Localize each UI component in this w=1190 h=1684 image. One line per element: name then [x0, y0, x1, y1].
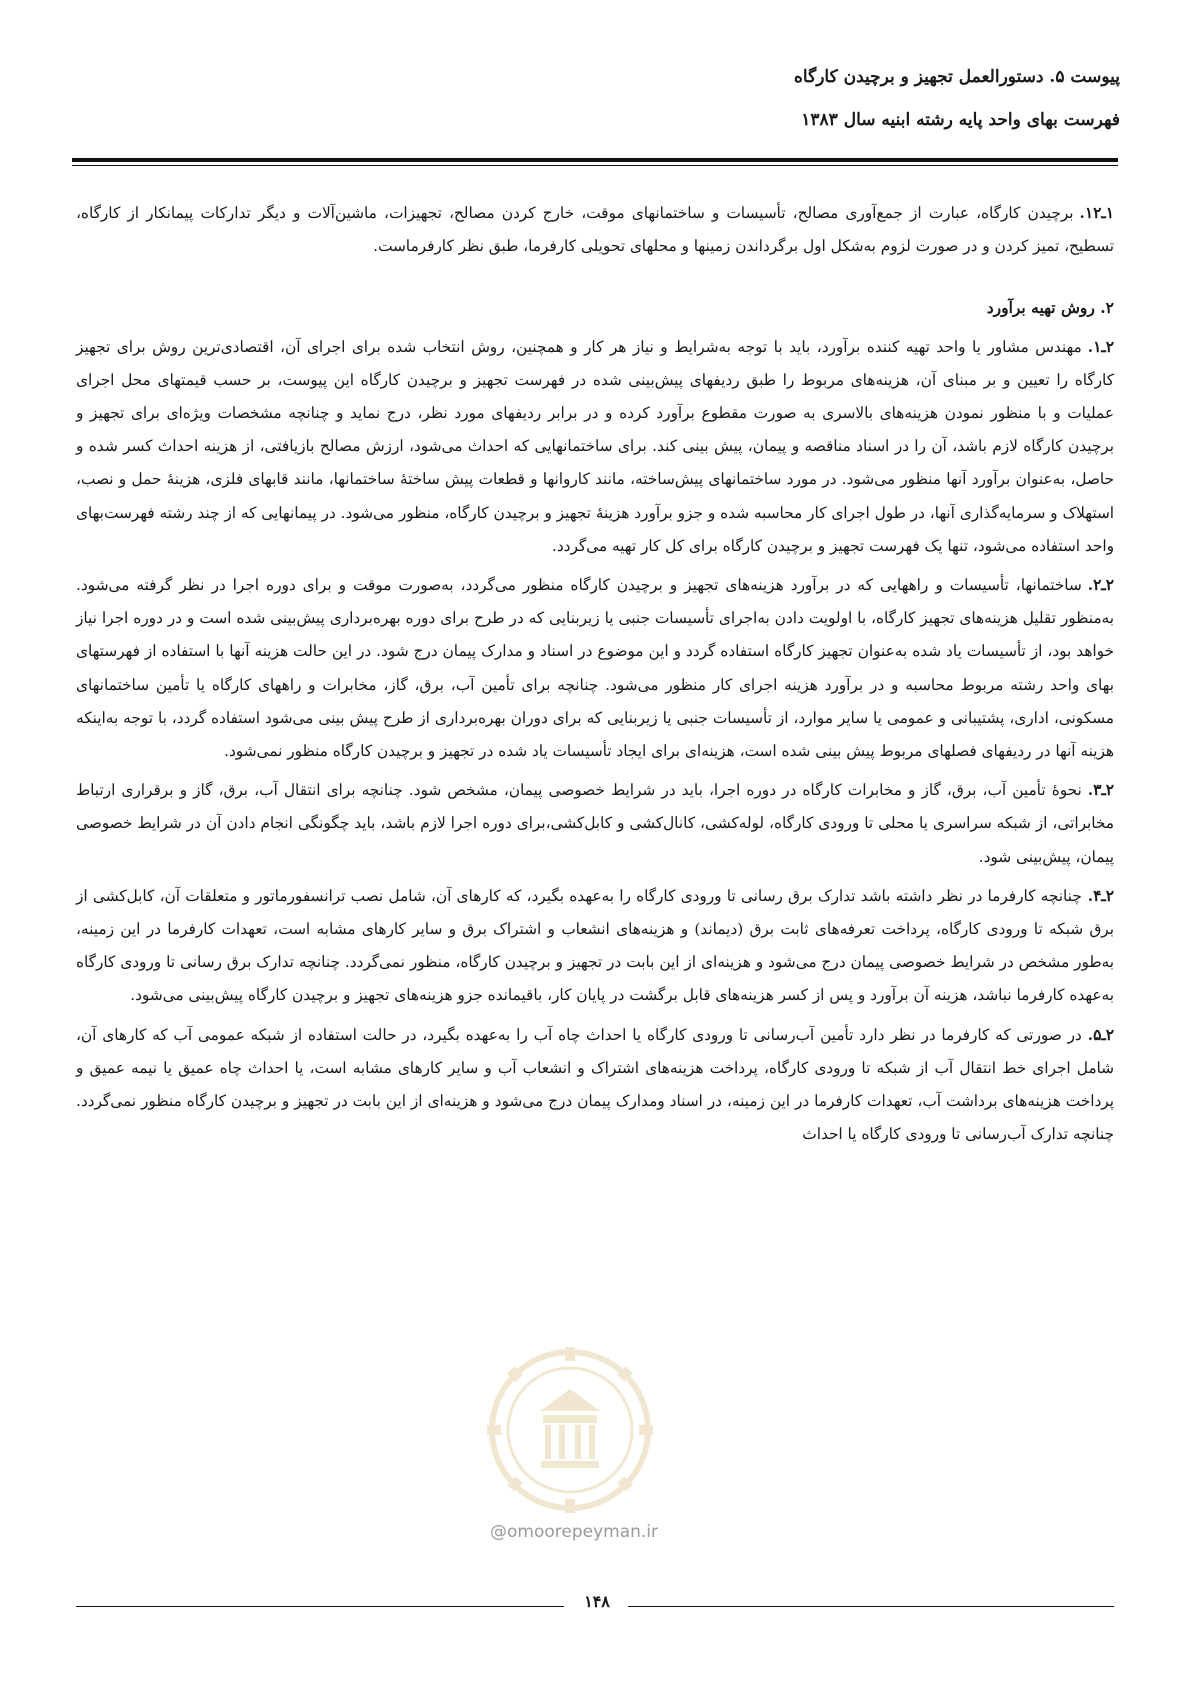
header-rule-thick: [72, 158, 1118, 162]
header-subtitle: فهرست بهای واحد پایه رشته ابنیه سال ۱۳۸۳: [801, 110, 1120, 130]
paragraph-text: ساختمانها، تأسیسات و راههایی که در برآورد هزینه‌های تجهیز و برچیدن کارگاه منظور می‌گردد، به‌صورت موقت و برای دوره اجرا در نظر گرفته می‌شود. به‌منظور تقلیل هزینه‌های تجهیز کارگاه، با اولویت دادن به‌اجرای تأسیسات جنبی یا زیربنایی که در طرح برای دوره بهره‌برداری پیش‌بینی شده است و در دوره اجرا نیاز خواهد بود، از تأسیسات یاد شده به‌عنوان تجهیز کارگاه استفاده گردد و این موضوع در اسناد و مدارک پیمان درج شود. در این حالت هزینه آنها با استفاده از فهرستهای بهای واحد رشته مربوط محاسبه و در برآورد هزینه اجرای کار منظور می‌شود. چنانچه برای تأمین آب، برق، گاز، مخابرات و راههای کارگاه یا تأمین ساختمانهای مسکونی، اداری، پشتیبانی و عمومی یا سایر موارد، از تأسیسات جنبی یا زیربنایی که برای دوران بهره‌برداری از طرح پیش بینی می‌شود استفاده گردد، با توجه به‌اینکه هزینه آنها در ردیفهای فصلهای مربوط پیش بینی شده است، هزینه‌ای برای ایجاد تأسیسات یاد شده در تجهیز و برچیدن کارگاه منظور نمی‌شود.: [76, 576, 1114, 761]
paragraph-2-2: [76, 569, 1114, 768]
header-title: پیوست ۵. دستورالعمل تجهیز و برچیدن کارگاه: [794, 67, 1120, 87]
paragraph-text: برچیدن کارگاه، عبارت از جمع‌آوری مصالح، تأسیسات و ساختمانهای موقت، خارج کردن مصالح، تجهیزات، ماشین‌آلات و دیگر تدارکات پیمانکار از کارگاه، تسطیح، تمیز کردن و در صورت لزوم به‌شکل اول برگرداندن زمینها و محلهای تحویلی کارفرما، طبق نظر کارفرماست.: [76, 204, 1114, 256]
paragraph-number: ۲ـ۱.: [1087, 337, 1114, 356]
section-heading: ۲. روش تهیه برآورد: [986, 298, 1114, 318]
paragraph-text: چنانچه کارفرما در نظر داشته باشد تدارک برق رسانی تا ورودی کارگاه را به‌عهده بگیرد، که کارهای آن، شامل نصب ترانسفورماتور و متعلقات آن، کابل‌کشی از برق شبکه تا ورودی کارگاه، پرداخت تعرفه‌های ثابت برق (دیماند) و هزینه‌های انشعاب و اشتراک برق و سایر کارهای مشابه است، تعهدات کارفرما در این زمینه، به‌طور مشخص در شرایط خصوصی پیمان درج می‌شود و هزینه‌ای از این بابت در تجهیز و برچیدن کارگاه، منظور نمی‌گردد. چنانچه تدارک برق رسانی تا ورودی کارگاه به‌عهده کارفرما نباشد، هزینه آن برآورد و پس از کسر هزینه‌های قابل برگشت در پایان کار، باقیمانده جزو هزینه‌های تجهیز و برچیدن کارگاه پیش‌بینی می‌شود.: [76, 886, 1114, 1005]
page-number: ۱۴۸: [584, 1592, 610, 1611]
paragraph-number: ۲ـ۵.: [1087, 1025, 1114, 1044]
paragraph-2-3: [76, 774, 1114, 874]
watermark-text: @omoorepeyman.ir: [490, 1522, 659, 1542]
page-header: [70, 56, 1120, 142]
footer-rule-right: [628, 1606, 1114, 1607]
header-rule-thin: [72, 165, 1118, 166]
paragraph-number: ۲ـ۲.: [1087, 576, 1114, 595]
paragraph-text: مهندس مشاور یا واحد تهیه کننده برآورد، باید با توجه به‌شرایط و نیاز هر کار و همچنین، روش انتخاب شده برای اجرای آن، اقتصادی‌ترین روش برای تجهیز کارگاه را تعیین و بر مبنای آن، هزینه‌های مربوط را طبق ردیفهای پیش‌بینی شده در فهرست تجهیز و برچیدن کارگاه این پیوست، بر حسب قیمتهای محل اجرای عملیات و با منظور نمودن هزینه‌های بالاسری به صورت مقطوع برآورد کرده و در برابر ردیفهای مورد نظر، درج نماید و چنانچه مشخصات ویژه‌ای برای تجهیز و برچیدن کارگاه لازم باشد، آن را در اسناد مناقصه و پیمان، پیش بینی کند. برای ساختمانهایی که احداث می‌شود، ارزش مصالح بازیافتی، از هزینه احداث کسر شده و حاصل، به‌عنوان برآورد آنها منظور می‌شود. در مورد ساختمانهای پیش‌ساخته، مانند کاروانها و قطعات پیش ساختهٔ ساختمانها، مانند قابهای فلزی، هزینهٔ حمل و نصب، استهلاک و سرمایه‌گذاری آنها، در طول اجرای کار محاسبه شده و جزو برآورد هزینهٔ تجهیز و برچیدن کارگاه، منظور می‌شود. در پیمانهایی که از چند رشته فهرست‌بهای واحد استفاده می‌شود، تنها یک فهرست تجهیز و برچیدن کارگاه برای کل کار تهیه می‌گردد.: [76, 337, 1114, 555]
paragraph-2-5: [76, 1019, 1114, 1152]
paragraph-number: ۲ـ۳.: [1087, 781, 1115, 800]
paragraph-2-1: [76, 331, 1114, 563]
paragraph-2-4: [76, 880, 1114, 1013]
watermark-seal-icon: [485, 1345, 655, 1515]
body-content: [76, 197, 1114, 1157]
paragraph-number: ۱ـ۱۲.: [1079, 204, 1114, 222]
footer-rule-left: [76, 1606, 564, 1607]
paragraph-text: در صورتی که کارفرما در نظر دارد تأمین آب‌رسانی تا ورودی کارگاه یا احداث چاه آب را به‌عهده بگیرد، در حالت استفاده از شبکه عمومی آب که کارهای آن، شامل اجرای خط انتقال آب از شبکه تا ورودی کارگاه، پرداخت هزینه‌های اشتراک و انشعاب آب و سایر کارهای مشابه است، یا احداث چاه عمیق یا نیمه عمیق و پرداخت هزینه‌های برداشت آب، تعهدات کارفرما در این زمینه، در اسناد ومدارک پیمان درج می‌شود و هزینه‌ای از این بابت در تجهیز و برچیدن کارگاه منظور نمی‌گردد. چنانچه تدارک آب‌رسانی تا ورودی کارگاه یا احداث: [76, 1025, 1114, 1144]
paragraph-text: نحوهٔ تأمین آب، برق، گاز و مخابرات کارگاه در دوره اجرا، باید در شرایط خصوصی پیمان، مشخص شود. چنانچه برای انتقال آب، برق، گاز و برقراری ارتباط مخابراتی، از شبکه سراسری یا محلی تا ورودی کارگاه، لوله‌کشی، کانال‌کشی و کابل‌کشی،برای دوره اجرا لازم باشد، باید چگونگی انجام دادن آن در شرایط خصوصی پیمان، پیش‌بینی شود.: [76, 781, 1114, 866]
paragraph-1-12: [76, 197, 1114, 263]
paragraph-number: ۲ـ۴.: [1087, 886, 1114, 905]
